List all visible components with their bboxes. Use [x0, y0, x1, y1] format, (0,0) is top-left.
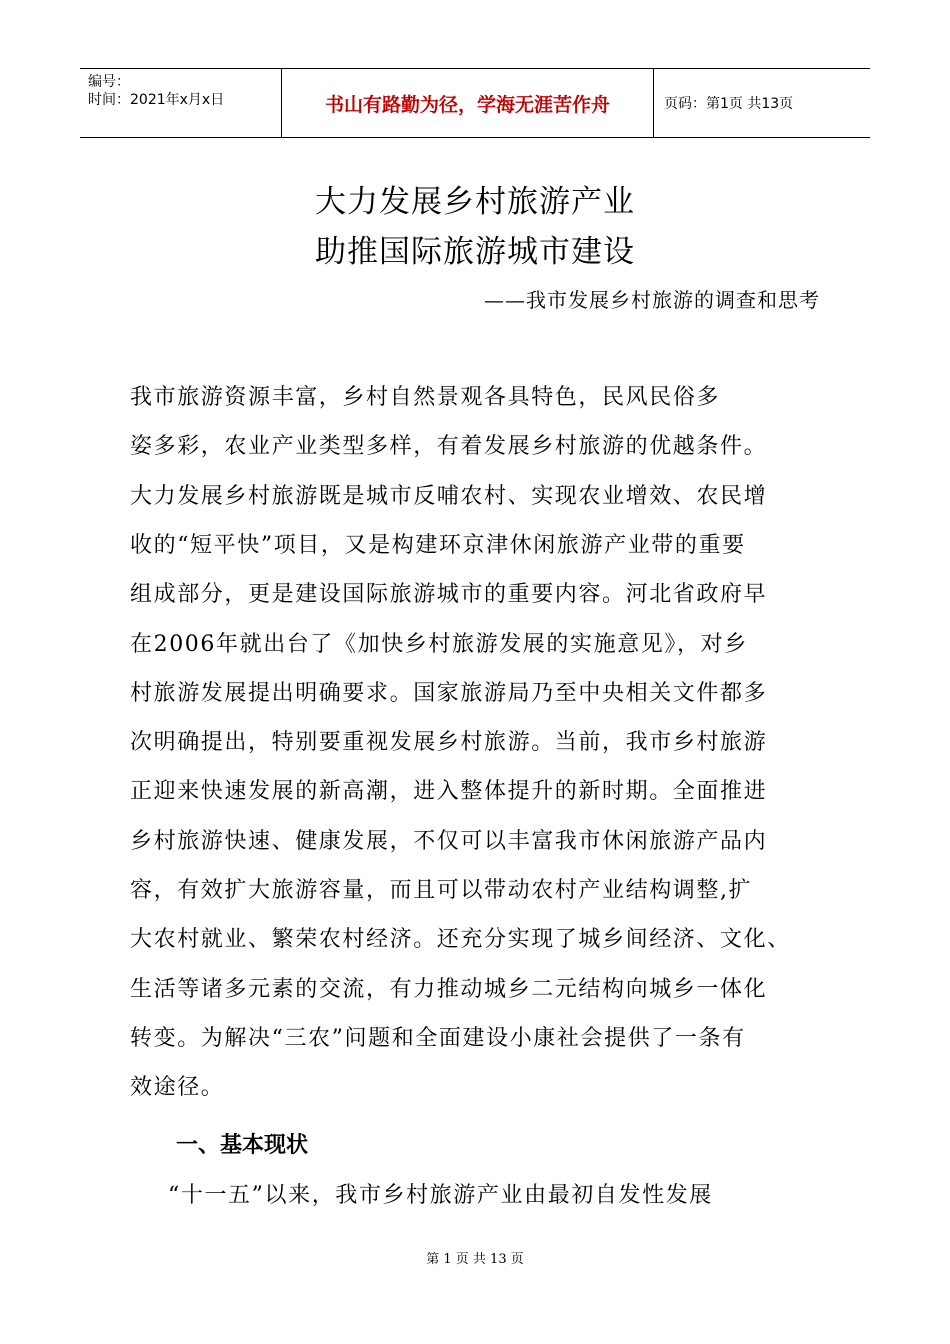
paragraph-line: 容，有效扩大旅游容量，而且可以带动农村产业结构调整,扩	[130, 878, 753, 903]
page-footer: 第 1 页 共 13 页	[426, 1252, 524, 1267]
document-header	[80, 68, 870, 138]
number-label: 编号：	[88, 74, 130, 90]
paragraph-line: 姿多彩，农业产业类型多样，有着发展乡村旅游的优越条件。	[130, 434, 768, 459]
paragraph-line: 组成部分，更是建设国际旅游城市的重要内容。河北省政府早	[130, 582, 768, 607]
paragraph-line: 乡村旅游快速、健康发展，不仅可以丰富我市休闲旅游产品内	[130, 829, 768, 854]
time-label: 时间：2021年x月x日	[88, 92, 225, 108]
header-page-info: 页码：第1页 共13页	[664, 96, 794, 112]
document-subtitle: ——我市发展乡村旅游的调查和思考	[484, 288, 820, 312]
header-meta	[80, 69, 282, 137]
document-title-line-1: 大力发展乡村旅游产业	[315, 184, 635, 220]
header-motto: 书山有路勤为径，学海无涯苦作舟	[282, 69, 654, 137]
section-heading: 一、基本现状	[176, 1133, 309, 1158]
paragraph-line: 收的“短平快”项目，又是构建环京津休闲旅游产业带的重要	[130, 533, 746, 558]
paragraph-line: 在2006年就出台了《加快乡村旅游发展的实施意见》，对乡	[130, 632, 748, 657]
paragraph-line: 大农村就业、繁荣农村经济。还充分实现了城乡间经济、文化、	[130, 927, 791, 952]
paragraph-line: 我市旅游资源丰富，乡村自然景观各具特色，民风民俗多	[130, 385, 721, 410]
paragraph-line: 生活等诸多元素的交流，有力推动城乡二元结构向城乡一体化	[130, 977, 768, 1002]
paragraph-line: 效途径。	[130, 1075, 225, 1100]
paragraph-line: 次明确提出，特别要重视发展乡村旅游。当前，我市乡村旅游	[130, 730, 768, 755]
paragraph-line: 村旅游发展提出明确要求。国家旅游局乃至中央相关文件都多	[130, 681, 768, 706]
paragraph-line: 转变。为解决“三农”问题和全面建设小康社会提供了一条有	[130, 1026, 746, 1051]
paragraph-line: 正迎来快速发展的新高潮，进入整体提升的新时期。全面推进	[130, 779, 768, 804]
paragraph-line: 大力发展乡村旅游既是城市反哺农村、实现农业增效、农民增	[130, 484, 768, 509]
document-title-line-2: 助推国际旅游城市建设	[315, 234, 635, 270]
paragraph-line: “十一五”以来，我市乡村旅游产业由最初自发性发展	[168, 1183, 713, 1208]
